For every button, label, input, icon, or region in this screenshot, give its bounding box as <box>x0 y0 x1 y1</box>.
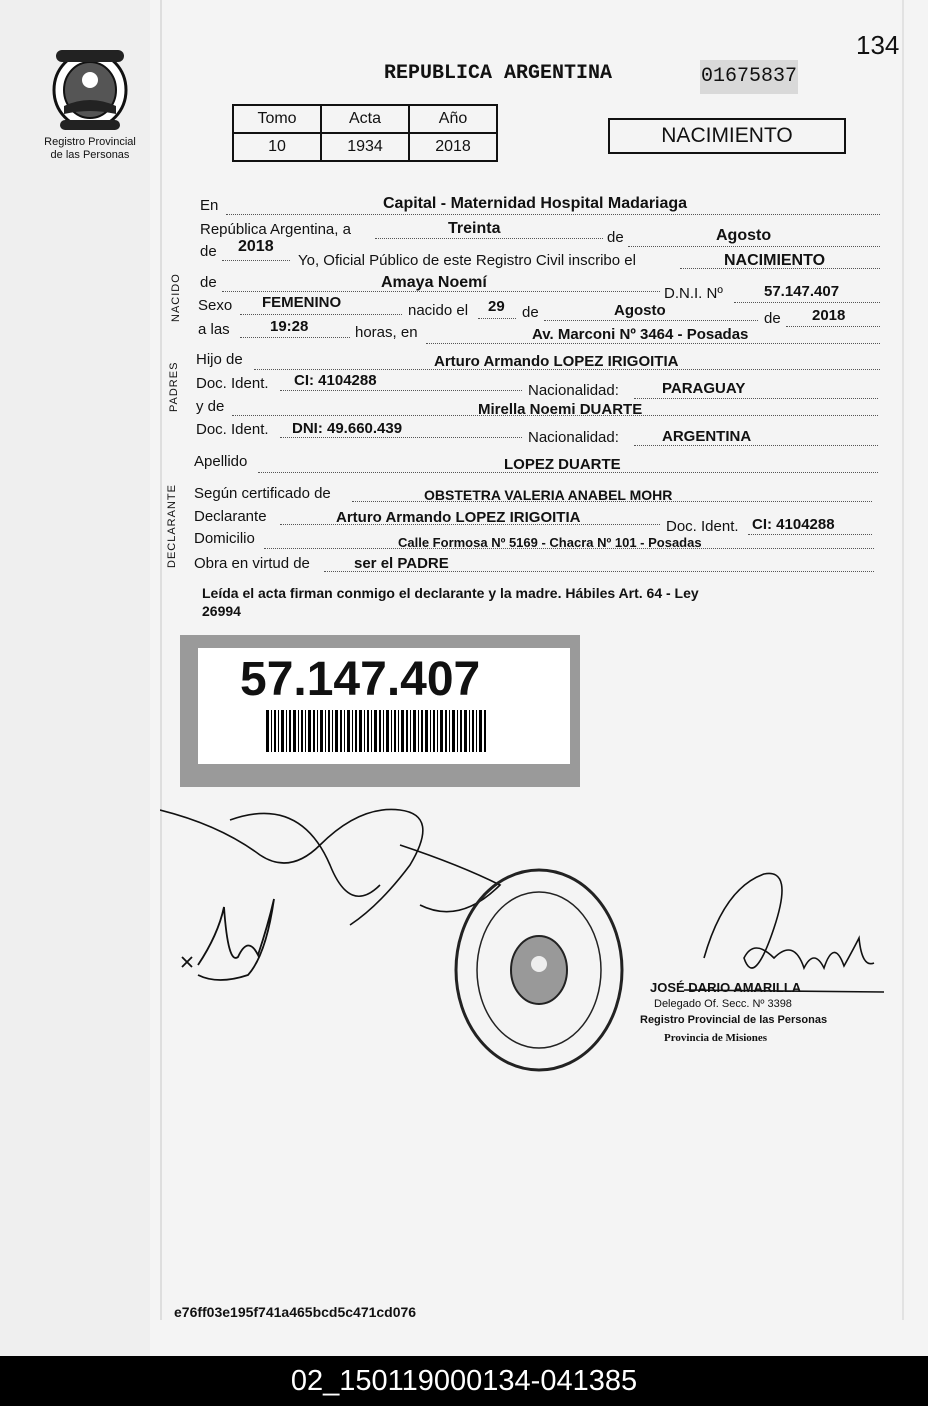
official-stamp <box>452 866 626 1074</box>
barcode-inner <box>198 648 570 764</box>
value-nac-anio: 2018 <box>812 307 846 324</box>
table-value-anio: 2018 <box>409 133 497 161</box>
logo-caption-1: Registro Provincial <box>44 136 136 148</box>
value-lugar: Capital - Maternidad Hospital Madariaga <box>383 195 688 212</box>
label-de-5: de <box>764 310 781 327</box>
document-hash: e76ff03e195f741a465bcd5c471cd076 <box>174 1304 417 1320</box>
official-role: Delegado Of. Secc. Nº 3398 <box>654 998 792 1010</box>
barcode-number: 57.147.407 <box>240 653 481 706</box>
table-value-tomo: 10 <box>233 133 321 161</box>
value-declarante-doc: CI: 4104288 <box>752 516 835 533</box>
logo-caption-2: de las Personas <box>50 149 130 161</box>
official-name: JOSÉ DARIO AMARILLA <box>650 980 802 995</box>
signature-oficial <box>684 868 884 998</box>
value-padre-nacionalidad: PARAGUAY <box>662 380 746 397</box>
label-nacido: nacido el <box>408 302 469 319</box>
label-nacionalidad-1: Nacionalidad: <box>528 382 619 399</box>
value-obra: ser el PADRE <box>354 555 449 572</box>
value-mes: Agosto <box>716 227 772 244</box>
page-number: 134 <box>856 30 900 60</box>
label-dni: D.N.I. Nº <box>664 285 723 302</box>
label-horas-en: horas, en <box>355 324 418 341</box>
label-de-3: de <box>200 274 217 291</box>
label-republica: República Argentina, a <box>200 221 351 238</box>
value-dia: Treinta <box>448 220 501 237</box>
value-madre: Mirella Noemi DUARTE <box>478 401 643 418</box>
value-anio: 2018 <box>238 238 274 255</box>
official-province: Provincia de Misiones <box>664 1032 768 1044</box>
table-header-acta: Acta <box>321 105 409 133</box>
side-label-declarante: DECLARANTE <box>166 484 178 568</box>
left-margin <box>0 0 150 1356</box>
value-tipo: NACIMIENTO <box>724 252 826 269</box>
record-table <box>232 104 498 162</box>
label-de-1: de <box>607 229 624 246</box>
label-en: En <box>200 197 219 214</box>
barcode-bars <box>266 710 488 752</box>
document-title: REPUBLICA ARGENTINA <box>384 62 613 85</box>
value-madre-nacionalidad: ARGENTINA <box>662 428 752 445</box>
value-nac-mes: Agosto <box>614 302 666 319</box>
table-value-acta: 1934 <box>321 133 409 161</box>
value-padre: Arturo Armando LOPEZ IRIGOITIA <box>434 353 679 370</box>
value-dni: 57.147.407 <box>764 283 840 300</box>
right-edge <box>902 0 904 1320</box>
value-hora: 19:28 <box>270 318 309 335</box>
barcode-label <box>180 635 580 787</box>
label-doc-ident-2: Doc. Ident. <box>196 421 269 438</box>
table-header-tomo: Tomo <box>233 105 321 133</box>
side-label-nacido: NACIDO <box>170 273 182 322</box>
value-domicilio: Calle Formosa Nº 5169 - Chacra Nº 101 - Posadas <box>398 535 702 550</box>
official-office: Registro Provincial de las Personas <box>640 1014 828 1026</box>
label-doc-ident-3: Doc. Ident. <box>666 518 739 535</box>
document-number: 01675837 <box>700 60 798 94</box>
value-madre-doc: DNI: 49.660.439 <box>292 420 403 437</box>
table-header-anio: Año <box>409 105 497 133</box>
label-de-2: de <box>200 243 217 260</box>
value-apellido: LOPEZ DUARTE <box>504 456 621 473</box>
label-apellido: Apellido <box>194 453 248 470</box>
label-domicilio: Domicilio <box>194 530 255 547</box>
label-alas: a las <box>198 321 230 338</box>
value-nac-dia: 29 <box>488 298 505 315</box>
label-certificado: Según certificado de <box>194 485 331 502</box>
label-de-4: de <box>522 304 539 321</box>
value-nombre: Amaya Noemí <box>381 274 487 291</box>
label-sexo: Sexo <box>198 297 233 314</box>
scan-id-footer: 02_150119000134-041385 <box>0 1356 928 1406</box>
label-doc-ident-1: Doc. Ident. <box>196 375 269 392</box>
value-direccion: Av. Marconi Nº 3464 - Posadas <box>532 326 749 343</box>
label-obra: Obra en virtud de <box>194 555 310 572</box>
record-type-box: NACIMIENTO <box>608 118 846 154</box>
label-oficial: Yo, Oficial Público de este Registro Civil inscribo el <box>298 252 636 269</box>
label-nacionalidad-2: Nacionalidad: <box>528 429 619 446</box>
closing-line-2: 26994 <box>202 603 241 619</box>
value-sexo: FEMENINO <box>262 294 342 311</box>
margin-divider <box>160 0 162 1320</box>
side-label-padres: PADRES <box>168 361 180 412</box>
value-certificado: OBSTETRA VALERIA ANABEL MOHR <box>424 487 673 503</box>
value-padre-doc: CI: 4104288 <box>294 372 377 389</box>
value-declarante: Arturo Armando LOPEZ IRIGOITIA <box>336 509 581 526</box>
label-declarante: Declarante <box>194 508 267 525</box>
signature-madre <box>178 895 278 985</box>
province-seal-logo <box>50 40 130 132</box>
label-y-de: y de <box>196 398 225 415</box>
closing-line-1: Leída el acta firman conmigo el declarante y la madre. Hábiles Art. 64 - Ley <box>202 585 699 601</box>
label-hijo-de: Hijo de <box>196 351 243 368</box>
